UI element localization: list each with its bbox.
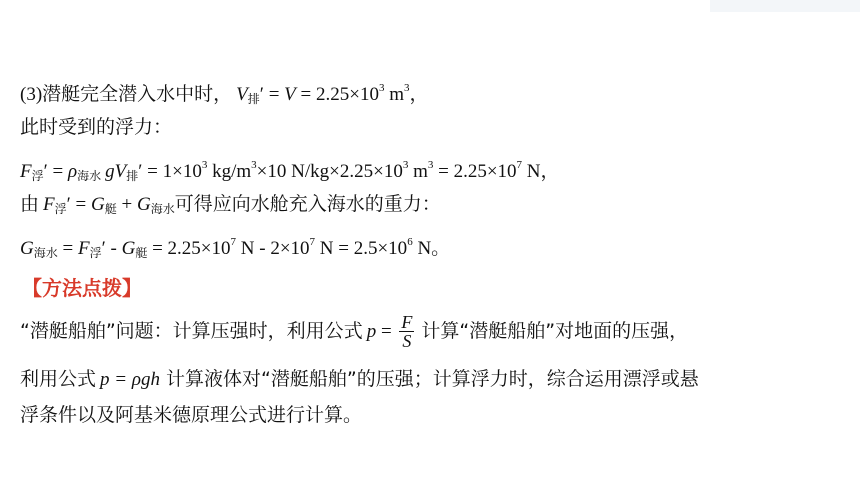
unit-exponent: 3 <box>404 82 410 94</box>
var-g: G <box>20 238 34 259</box>
solution-line-4 <box>20 191 441 222</box>
exp-5: 7 <box>516 159 523 171</box>
method-title: 【方法点拨】 <box>22 276 142 300</box>
unit: m <box>384 84 404 105</box>
sub-fu: 浮 <box>89 246 102 260</box>
para2-text-a: 利用公式 <box>20 368 97 390</box>
prime: ′ <box>138 161 143 182</box>
prime: ′ <box>66 194 71 215</box>
equals: = <box>70 194 92 215</box>
exp-3: 3 <box>402 159 409 171</box>
paragraph-line-2 <box>20 366 699 393</box>
comma: ， <box>409 83 429 105</box>
plus: + <box>116 194 137 215</box>
sub-ting: 艇 <box>135 246 148 260</box>
step-number: (3) <box>20 84 43 105</box>
paragraph-line-3 <box>20 402 362 428</box>
value-2: N - 2×10 <box>236 238 310 259</box>
var-g2: G <box>121 238 136 259</box>
para3-text: 浮条件以及阿基米德原理公式进行计算。 <box>20 404 363 426</box>
line4-text: 可得应向水舱充入海水的重力： <box>174 193 441 215</box>
sub-pai: 排 <box>247 92 260 106</box>
var-g2: G <box>136 194 151 215</box>
var-rho: ρ <box>68 161 78 182</box>
line2-text: 此时受到的浮力： <box>20 116 173 138</box>
fraction-denominator: S <box>402 331 412 351</box>
exp-1: 7 <box>230 236 237 248</box>
you-text: 由 <box>20 193 40 215</box>
var-f: F <box>43 194 55 215</box>
equals: = <box>263 84 285 105</box>
sub-fu: 浮 <box>54 202 67 216</box>
sub-ting: 艇 <box>104 202 117 216</box>
formula-pressure: p = ρgh <box>100 369 160 390</box>
prime: ′ <box>259 84 264 105</box>
value-3: ×10 N/kg×2.25×10 <box>256 161 403 182</box>
fraction-numerator: F <box>401 312 413 332</box>
value-1: = 1×10 <box>142 161 202 182</box>
prime: ′ <box>43 161 48 182</box>
sub-haishui: 海水 <box>33 246 58 260</box>
prime: ′ <box>101 238 106 259</box>
equals: = <box>376 321 397 342</box>
var-g: g <box>105 161 115 182</box>
var-v: V <box>114 161 127 182</box>
sub-fu: 浮 <box>31 169 44 183</box>
exp-3: 6 <box>407 236 413 248</box>
top-corner-decoration <box>710 0 860 12</box>
equals: = <box>57 238 78 259</box>
line1-text: 潜艇完全潜入水中时， <box>42 83 233 105</box>
sub-pai: 排 <box>126 169 139 183</box>
value-5: = 2.25×10 <box>433 161 517 182</box>
equals: = <box>47 161 68 182</box>
sub-haishui: 海水 <box>77 169 102 183</box>
exp-2: 3 <box>251 159 257 171</box>
var-v2: V <box>284 84 296 105</box>
exponent: 3 <box>378 82 385 94</box>
exp-1: 3 <box>201 159 208 171</box>
value-3: N = 2.5×10 <box>315 238 408 259</box>
var-f: F <box>77 238 90 259</box>
paragraph-line-1 <box>20 313 688 350</box>
value-2: kg/m <box>207 161 252 182</box>
exp-4: 3 <box>427 159 434 171</box>
var-g1: G <box>91 194 105 215</box>
var-p: p <box>366 321 377 342</box>
fraction-f-over-s <box>399 313 414 350</box>
solution-line-5 <box>20 229 450 266</box>
solution-line-1 <box>20 75 429 112</box>
para1-text-a: “潜艇船舶”问题：计算压强时，利用公式 <box>20 320 363 342</box>
var-v: V <box>236 84 248 105</box>
value: = 2.25×10 <box>295 84 379 105</box>
value-1: = 2.25×10 <box>147 238 231 259</box>
value-4: m <box>408 161 428 182</box>
solution-line-2 <box>20 114 172 140</box>
value-6: N， <box>522 161 560 182</box>
var-f: F <box>20 161 32 182</box>
para2-text-b: 计算液体对“潜艇船舶”的压强；计算浮力时，综合运用漂浮或悬 <box>159 368 699 390</box>
exp-2: 7 <box>309 236 316 248</box>
minus: - <box>105 238 122 259</box>
para1-text-b: 计算“潜艇船舶”对地面的压强， <box>421 320 689 342</box>
sub-haishui: 海水 <box>150 202 175 216</box>
value-4: N。 <box>412 238 451 259</box>
solution-line-3 <box>20 152 560 189</box>
